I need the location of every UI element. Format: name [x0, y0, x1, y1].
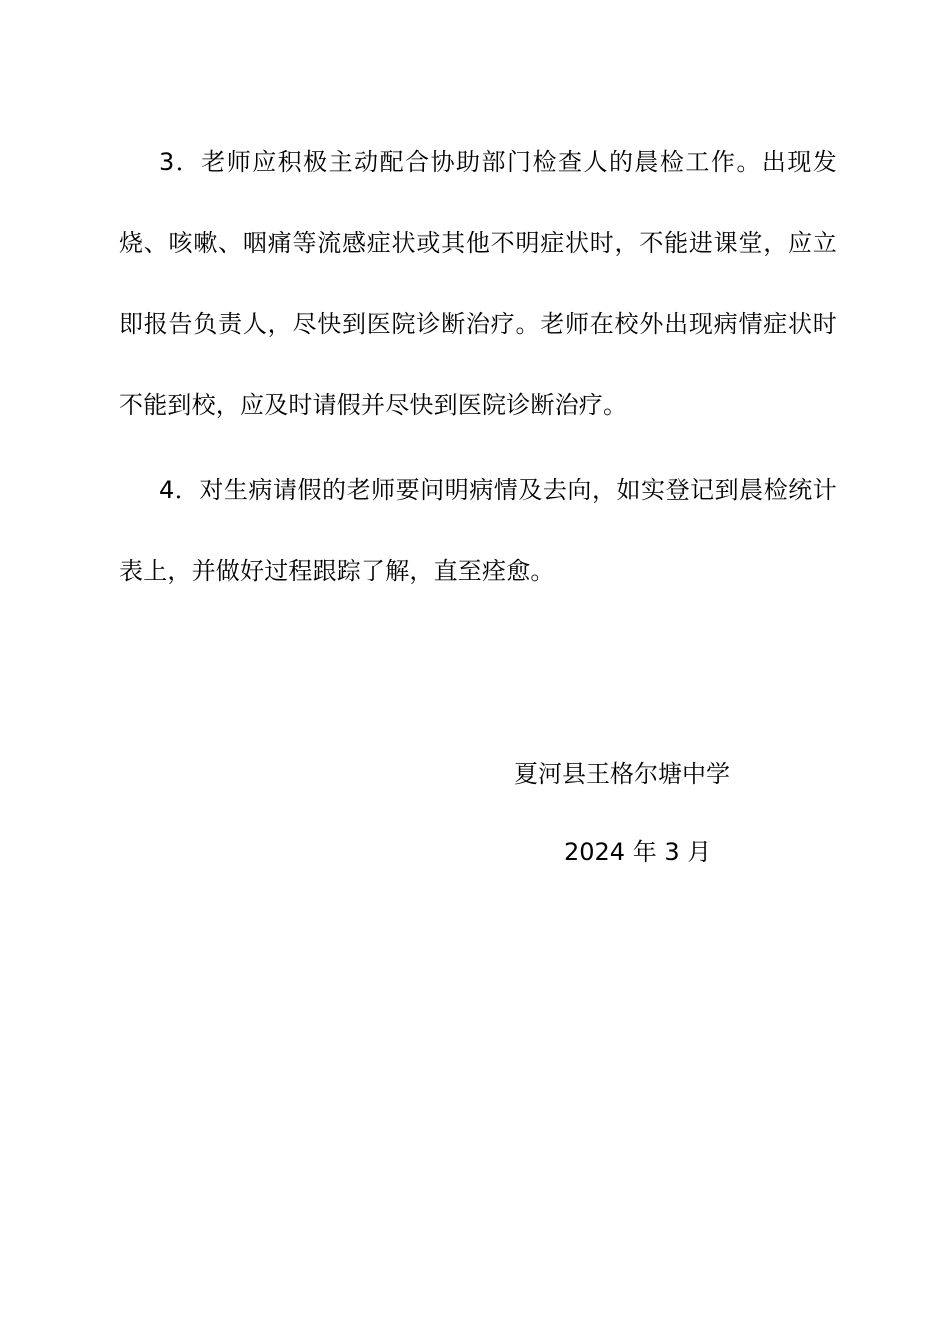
paragraph-item-4: 4．对生病请假的老师要问明病情及去向，如实登记到晨检统计表上，并做好过程跟踪了解，直至痊愈。 — [119, 476, 837, 585]
paragraph-item-3: 3．老师应积极主动配合协助部门检查人的晨检工作。出现发烧、咳嗽、咽痛等流感症状或其他不明症状时，不能进课堂，应立即报告负责人，尽快到医院诊断治疗。老师在校外出现病情症状时不能到校，应及时请假并尽快到医院诊断治疗。 — [119, 148, 837, 419]
signature-organization: 夏河县王格尔塘中学 — [514, 760, 730, 788]
signature-date: 2024 年 3 月 — [564, 838, 712, 866]
